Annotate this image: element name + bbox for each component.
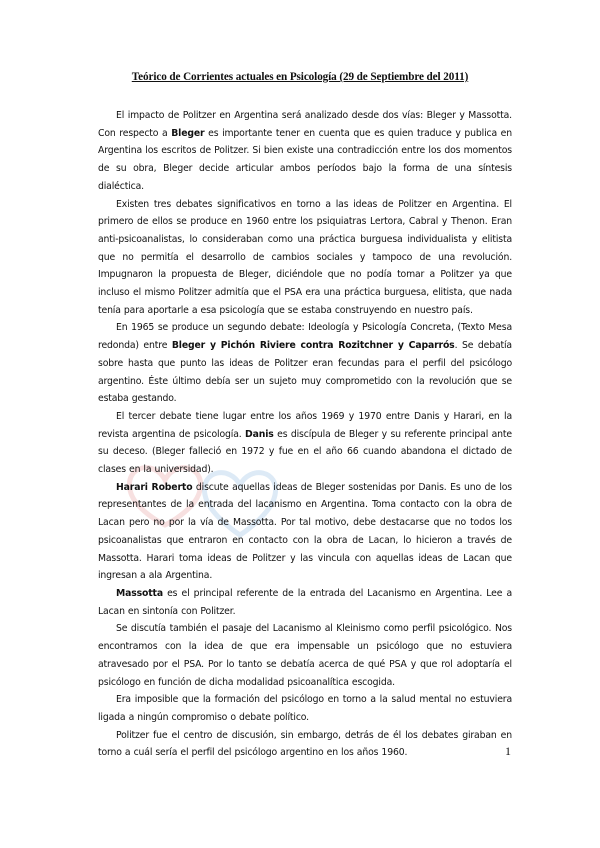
paragraph	[98, 196, 512, 320]
paragraph	[98, 727, 512, 762]
paragraph	[98, 107, 512, 196]
text-run: Politzer fue el centro de discusión, sin embargo, detrás de él los debates giraban en torno a cuál sería el perfil del psicólogo argentino en los años 1960.	[98, 729, 512, 759]
paragraph	[98, 620, 512, 691]
text-run: En 1965 se produce un segundo debate: Ideología y Psicología Concreta, (Texto Mesa redonda) entre	[98, 322, 512, 352]
bold-name: Bleger	[171, 127, 205, 139]
text-run: Existen tres debates significativos en torno a las ideas de Politzer en Argentina. El primero de ellos se produce en 1960 entre los psiquiatras Lertora, Cabral y Thenon. Eran anti-psicoanalistas, lo consideraban como una práctica burguesa individualista y elitista que no permitía el desarrollo de cambios sociales y tampoco de una revolución. Impugnaron la propuesta de Bleger, diciéndole que no podía tomar a Politzer ya que incluso el mismo Politzer admitía que el PSA era una práctica burguesa, elitista, que nada tenía para aportarle a esa psicología que se estaba construyendo en nuestro país.	[98, 198, 512, 316]
bold-name: Danis	[245, 428, 274, 440]
text-run: es el principal referente de la entrada del Lacanismo en Argentina. Lee a Lacan en sintonía con Politzer.	[98, 587, 512, 617]
text-run: Era imposible que la formación del psicólogo en torno a la salud mental no estuviera ligada a ningún compromiso o debate político.	[98, 694, 512, 723]
paragraph	[98, 585, 512, 620]
text-run: es discípula de Bleger y su referente principal ante su deceso. (Bleger falleció en 1972 y fue en el año 66 cuando abandona el dictado de clases en la universidad).	[98, 428, 512, 476]
page-number: 1	[505, 744, 511, 758]
document-title: Teórico de Corrientes actuales en Psicología (29 de Septiembre del 2011)	[131, 71, 469, 83]
text-run: Se discutía también el pasaje del Lacanismo al Kleinismo como perfil psicológico. Nos encontramos con la idea de que era impensable un psicólogo que no estuviera atravesado por el PSA. Por lo tanto se debatía acerca de qué PSA y que rol adoptaría el psicólogo en función de dicha modalidad psicoanalítica escogida.	[98, 623, 512, 688]
text-run: El impacto de Politzer en Argentina será analizado desde dos vías: Bleger y Massotta. Con respecto a	[98, 110, 512, 139]
paragraph	[98, 691, 512, 726]
bold-name: Massotta	[116, 587, 163, 599]
bold-name: Bleger y Pichón Riviere contra Rozitchner y Caparrós	[171, 340, 455, 352]
paragraph	[98, 319, 512, 408]
text-run: El tercer debate tiene lugar entre los años 1969 y 1970 entre Danis y Harari, en la revista argentina de psicología.	[98, 410, 512, 440]
text-run: . Se debatía sobre hasta que punto las ideas de Politzer eran fecundas para el perfil del psicólogo argentino. Éste último debía ser un sujeto muy comprometido con la revolución que se estaba gestando.	[98, 340, 512, 405]
paragraph	[98, 479, 512, 585]
text-run: discute aquellas ideas de Bleger sostenidas por Danis. Es uno de los representantes de la entrada del lacanismo en Argentina. Toma contacto con la obra de Lacan pero no por la vía de Massotta. Por tal motivo, debe destacarse que no todos los psicoanalistas que entraron en contacto con la obra de Lacan, lo hicieron a través de Massotta. Harari toma ideas de Politzer y las vincula con aquellas ideas de Lacan que ingresan a ala Argentina.	[98, 481, 512, 582]
document-body	[98, 107, 512, 762]
bold-name: Harari Roberto	[116, 481, 193, 493]
paragraph	[98, 408, 512, 479]
text-run: es importante tener en cuenta que es quien traduce y publica en Argentina los escritos de Politzer. Si bien existe una contradicción entre los dos momentos de su obra, Bleger decide articular ambos períodos bajo la forma de una síntesis dialéctica.	[98, 127, 512, 192]
